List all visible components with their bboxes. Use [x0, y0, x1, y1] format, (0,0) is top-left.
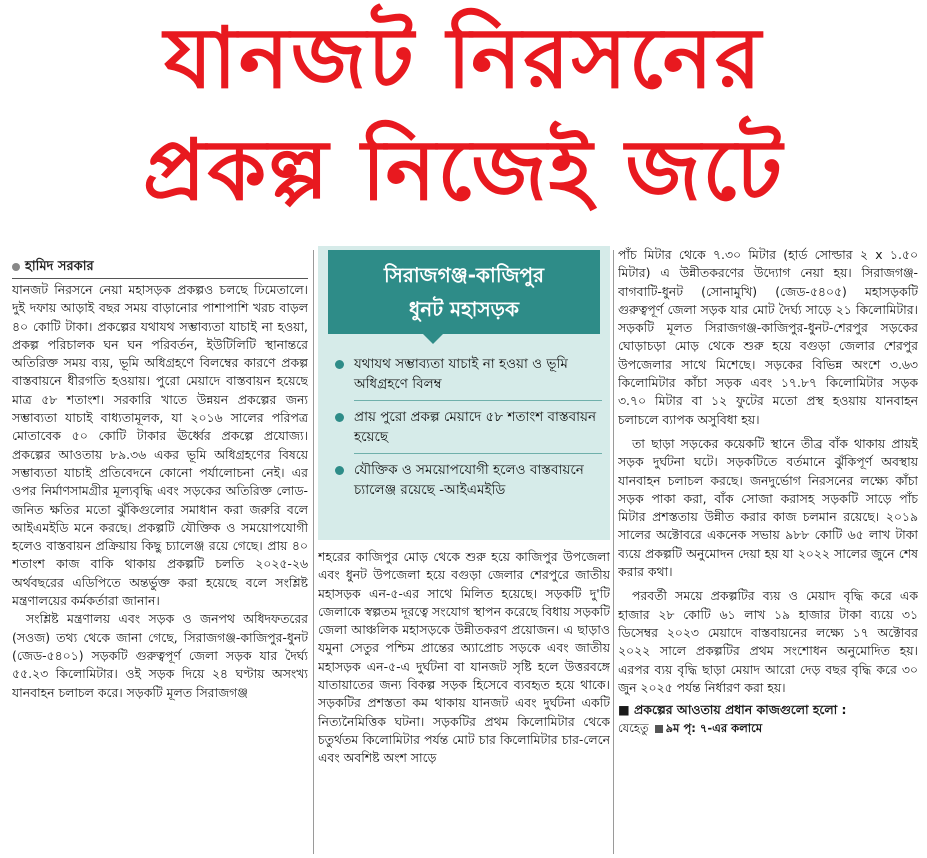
paragraph: পাঁচ মিটার থেকে ৭.৩০ মিটার (হার্ড সোল্ডার ২ x ১.৫০ মিটার) এ উন্নীতকরণের উদ্যোগ নেয়া হয়। সিরাজগঞ্জ-বাগবাটি-ধুনট (সোনামুখি) (জেড-৫৪০৫) মহাসড়কটি গুরুত্বপূর্ণ জেলা সড়ক যার মোট দৈর্ঘ্য সাড়ে ২১ কিলোমিটার। সড়কটি মূলত সিরাজগঞ্জ-কাজিপুর-ধুনট-শেরপুর সড়কের ঘোড়াচড়া মোড় থেকে শুরু হয়ে বগুড়া জেলার শেরপুর উপজেলার সাথে মিশেছে। সড়কের বিভিন্ন অংশে ৩.৬৩ কিলোমিটার কাঁচা সড়ক এবং ১৭.৮৭ কিলোমিটার সড়ক ৩.৭০ মিটার বা ১২ ফুটের মতো প্রস্থ হওয়ায় যানবাহন চলাচলে ব্যাপক অসুবিধা হয়।: [618, 247, 918, 427]
continuation-line: [618, 719, 918, 737]
paragraph: তা ছাড়া সড়কের কয়েকটি স্থানে তীব্র বাঁক থাকায় প্রায়ই সড়ক দুর্ঘটনা ঘটে। সড়কটিতে বর্তমানে ঝুঁকিপূর্ণ অবস্থায় যানবাহন চলাচল করছে। জনদুর্ভোগ নিরসনের লক্ষ্যে কাঁচা সড়ক পাকা করা, বাঁক সোজা করাসহ সড়কটি সাড়ে পাঁচ মিটার প্রশস্ততায় উন্নীত করার কাজ চলমান রয়েছে। ২০১৯ সালের অক্টোবরে একনেক সভায় ৯৮৮ কোটি ৬৫ লাখ টাকা ব্যয়ে প্রকল্পটি অনুমোদন দেয়া হয় যা ২০২২ সালের জুনে শেষ করার কথা।: [618, 435, 918, 580]
bullet-text: প্রায় পুরো প্রকল্প মেয়াদে ৫৮ শতাংশ বাস্তবায়ন হয়েছে: [354, 409, 597, 445]
paragraph: যানজট নিরসনে নেয়া মহাসড়ক প্রকল্পও চলছে ঢিমেতালে। দুই দফায় আড়াই বছর সময় বাড়ানোর পাশাপাশি খরচ বাড়ল ৪০ কোটি টাকা। প্রকল্পের যথাযথ সম্ভাব্যতা যাচাই না হওয়া, প্রকল্প পরিচালক ঘন ঘন পরিবর্তন, ইউটিলিটি স্থানান্তরে অতিরিক্ত সময় ব্যয়, ভূমি অধিগ্রহণে বিলম্বের কারণে প্রকল্প বাস্তবায়নে ধীরগতি হওয়ায়। পুরো মেয়াদে বাস্তবায়ন হয়েছে মাত্র ৫৮ শতাংশ। সরকারি খাতে উন্নয়ন প্রকল্পের জন্য সম্ভাব্যতা যাচাই বাধ্যতামূলক, যা ২০১৬ সালের পরিপত্র মোতাবেক ৫০ কোটি টাকার ঊর্ধ্বের প্রকল্পে প্রযোজ্য। প্রকল্পের আওতায় ৮৯.৩৬ একর ভূমি অধিগ্রহণের বিষয়ে সম্ভাব্যতা যাচাই প্রতিবেদনে কোনো পর্যালোচনা নেই। এর ওপর নির্মাণসামগ্রীর মূল্যবৃদ্ধি এবং সড়কের অতিরিক্ত লোড-জনিত ক্ষতির মতো ঝুঁকিগুলোর সমাধান করা জরুরি বলে আইএমইডি মনে করছে। প্রকল্পটি যৌক্তিক ও সময়োপযোগী হলেও বাস্তবায়ন প্রক্রিয়ায় কিছু চ্যালেঞ্জ রয়ে গেছে। প্রায় ৪০ শতাংশ কাজ বাকি থাকায় প্রকল্পটি চলতি ২০২৫-২৬ অর্থবছরের এডিপিতে অন্তর্ভুক্ত করা হয়েছে বলে সংশ্লিষ্ট মন্ত্রণালয়ের কর্মকর্তারা জানান।: [12, 282, 308, 609]
column-divider-1: [313, 250, 314, 854]
highlight-bullets: [332, 354, 602, 500]
highlight-bullet: [332, 407, 602, 447]
highlight-bullet: [332, 354, 602, 394]
title-pointer-shape: [423, 334, 443, 344]
byline-bullet-icon: [12, 263, 20, 271]
article-column-1: [12, 281, 308, 856]
tail-text: যেহেতু: [618, 721, 649, 736]
highlight-title-line-2: ধুনট মহাসড়ক: [409, 297, 519, 321]
paragraph: শহরের কাজিপুর মোড় থেকে শুরু হয়ে কাজিপুর উপজেলা এবং ধুনট উপজেলা হয়ে বগুড়া জেলার শেরপুরে জাতীয় মহাসড়ক এন-৫-এর সাথে মিলিত হয়েছে। সড়কটি দু'টি জেলাকে স্বল্পতম দূরত্বে সংযোগ স্থাপন করেছে বিধায় সড়কটি জেলা আঞ্চলিক মহাসড়কে উন্নীতকরণ প্রয়োজন। এ ছাড়াও যমুনা সেতুর পশ্চিম প্রান্তের অ্যাপ্রোচ সড়কে এবং জাতীয় মহাসড়ক এন-৫-এ দুর্ঘটনা বা যানজট সৃষ্টি হলে উত্তরবঙ্গে যাতায়াতের জন্য বিকল্প সড়ক হিসেবে ব্যবহৃত হয়ে থাকে। সড়কটির প্রশস্ততা কম থাকায় যানজট এবং দুর্ঘটনা একটি নিত্যনৈমিত্তিক ঘটনা। সড়কটির প্রথম কিলোমিটার থেকে চতুর্থতম কিলোমিটার পর্যন্ত মোট চার কিলোমিটার চার-লেনে এবং অবশিষ্ট অংশ সাড়ে: [318, 549, 610, 766]
byline-rule: [12, 278, 308, 279]
highlight-title-line-1: সিরাজগঞ্জ-কাজিপুর: [383, 263, 545, 287]
column-divider-2: [613, 250, 614, 854]
bullet-separator: [354, 453, 602, 454]
byline-author: হামিদ সরকার: [25, 259, 94, 274]
bullet-text: যথাযথ সম্ভাব্যতা যাচাই না হওয়া ও ভূমি অধিগ্রহণে বিলম্ব: [354, 356, 568, 392]
bullet-dot-icon: [335, 360, 344, 369]
paragraph: সংশ্লিষ্ট মন্ত্রণালয় এবং সড়ক ও জনপথ অধিদফতরের (সওজ) তথ্য থেকে জানা গেছে, সিরাজগঞ্জ-কাজিপুর-ধুনট (জেড-৫৪০১) সড়কটি গুরুত্বপূর্ণ জেলা সড়ক যার দৈর্ঘ্য ৫৫.২৩ কিলোমিটার। ওই সড়ক দিয়ে ২৪ ঘণ্টায় অসংখ্য যানবাহন চলাচল করে। সড়কটি মূলত সিরাজগঞ্জ: [12, 611, 308, 700]
article-column-2: [318, 548, 610, 853]
highlight-bullet: [332, 460, 602, 500]
bullet-dot-icon: [335, 466, 344, 475]
headline-line-1: যানজট নিরসনের: [163, 9, 763, 107]
byline: [12, 257, 94, 278]
bullet-dot-icon: [335, 413, 344, 422]
paragraph: পরবর্তী সময়ে প্রকল্পটির ব্যয় ও মেয়াদ বৃদ্ধি করে এক হাজার ২৮ কোটি ৬১ লাখ ১৯ হাজার টাকা ব্যয়ে ৩১ ডিসেম্বর ২০২৩ মেয়াদে বাস্তবায়নের লক্ষ্যে ১৭ অক্টোবর ২০২২ সালে প্রকল্পটির প্রথম সংশোধন অনুমোদিত হয়। এরপর ব্যয় বৃদ্ধি ছাড়া মেয়াদ আরো দেড় বছর বৃদ্ধি করে ৩০ জুন ২০২৫ পর্যন্ত নির্ধারণ করা হয়।: [618, 588, 918, 695]
highlight-box-title: [328, 250, 600, 334]
continuation-note: ৯ম পৃ: ৭-এর কলামে: [665, 721, 763, 736]
article-column-3: [618, 246, 918, 856]
bullet-separator: [354, 400, 602, 401]
square-icon: [655, 725, 663, 733]
bullet-text: যৌক্তিক ও সময়োপযোগী হলেও বাস্তবায়নে চ্যালেঞ্জ রয়েছে -আইএমইডি: [354, 462, 584, 498]
highlight-box: [318, 246, 610, 540]
headline-line-2: প্রকল্প নিজেই জটে: [142, 121, 785, 219]
subhead-square-icon: ■: [618, 702, 635, 718]
subheading: ■ প্রকল্পের আওতায় প্রধান কাজগুলো হলো :: [618, 702, 847, 718]
